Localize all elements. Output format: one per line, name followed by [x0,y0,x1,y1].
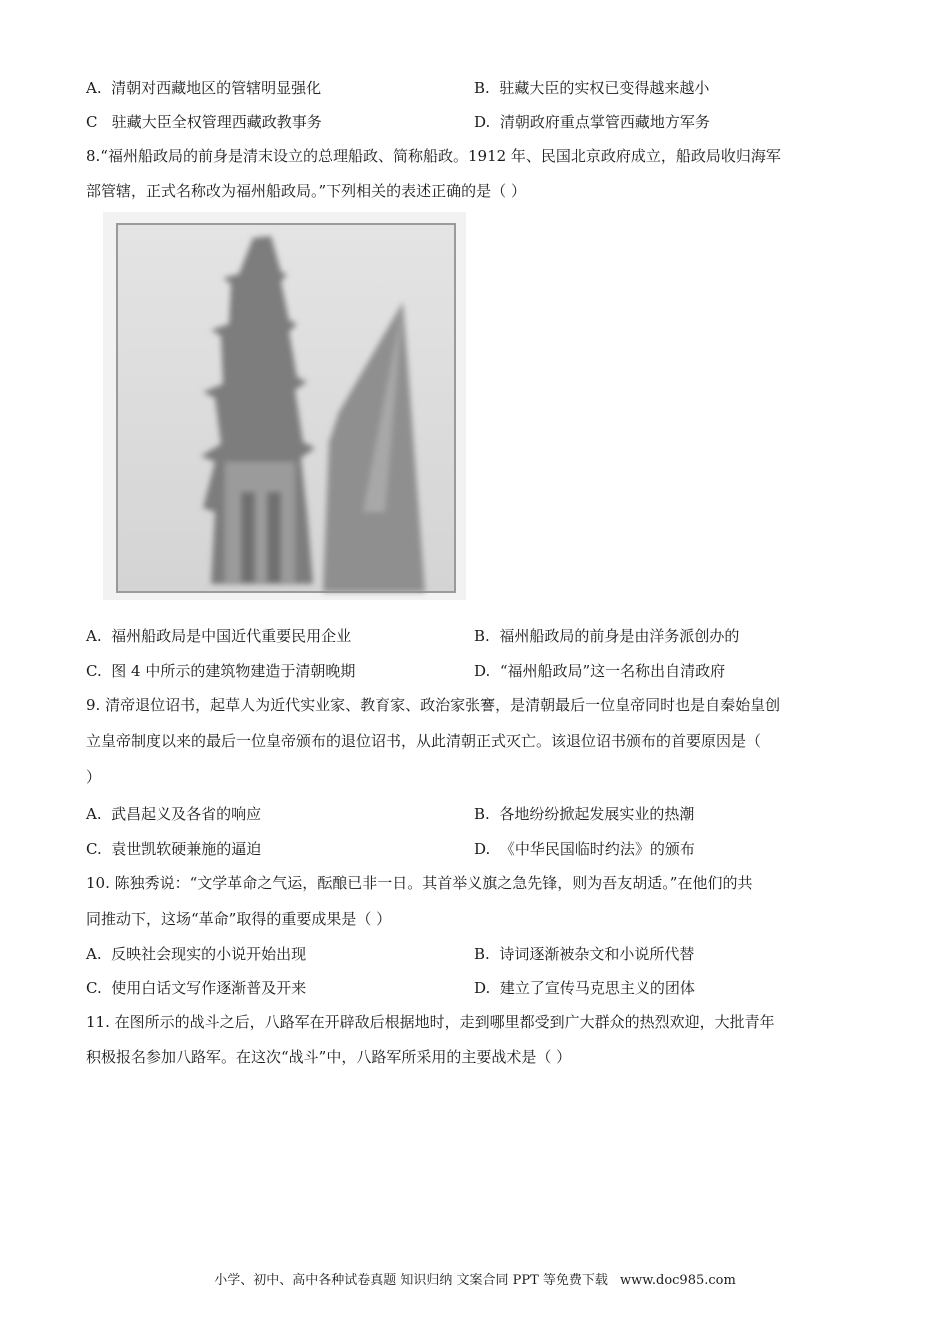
option-letter: C. [86,979,102,997]
q9-option-a [86,804,261,824]
q8-option-c [86,661,355,681]
q11-stem-line-1: 11. 在图所示的战斗之后，八路军在开辟敌后根据地时，走到哪里都受到广大群众的热烈欢迎，大批青年 [86,1013,775,1031]
option-letter: C. [86,662,102,680]
option-text: 驻藏大臣全权管理西藏政教事务 [111,113,322,131]
q9-stem-line-3: ） [86,768,102,786]
q9-option-c [86,839,261,859]
footer-text: 小学、初中、高中各种试卷真题 知识归纳 文案合同 PPT 等免费下载 [214,1273,608,1288]
option-letter: A. [86,805,102,823]
option-letter: D. [474,979,491,997]
q7-option-d [474,112,710,132]
figure-4-photo [103,212,466,600]
q10-option-c [86,978,306,998]
option-text: 诗词逐渐被杂文和小说所代替 [499,945,695,963]
q8-option-d [474,661,725,681]
option-letter: D. [474,840,491,858]
q9-option-d [474,839,695,859]
option-letter: D. [474,662,491,680]
option-text: 清朝政府重点掌管西藏地方军务 [499,113,710,131]
page-footer [0,1269,950,1288]
q8-stem-line-2: 部管辖，正式名称改为福州船政局。”下列相关的表述正确的是（ ） [86,182,526,200]
q8-stem-line-1: 8.“福州船政局的前身是清末设立的总理船政、简称船政。1912 年、民国北京政府成立，船政局收归海军 [86,147,781,165]
option-text: 驻藏大臣的实权已变得越来越小 [499,79,710,97]
q10-stem-line-2: 同推动下，这场“革命”取得的重要成果是（ ） [86,910,392,928]
option-text: 图 4 中所示的建筑物建造于清朝晚期 [111,662,356,680]
footer-url[interactable]: www.doc985.com [620,1273,736,1288]
q7-option-b [474,78,709,98]
option-text: 建立了宣传马克思主义的团体 [499,979,695,997]
option-text: 《中华民国临时约法》的颁布 [499,840,695,858]
option-letter: D. [474,113,491,131]
q11-stem-line-2: 积极报名参加八路军。在这次“战斗”中，八路军所采用的主要战术是（ ） [86,1048,572,1066]
option-letter: B. [474,805,490,823]
q9-stem-line-1: 9. 清帝退位诏书，起草人为近代实业家、教育家、政治家张謇，是清朝最后一位皇帝同时也是自秦始皇创 [86,696,781,714]
option-letter: C [86,113,98,131]
option-letter: B. [474,79,490,97]
q7-option-c [86,112,322,132]
option-text: 各地纷纷掀起发展实业的热潮 [499,805,695,823]
q8-option-a [86,626,351,646]
option-text: 清朝对西藏地区的管辖明显强化 [111,79,322,97]
q9-option-b [474,804,694,824]
option-text: 福州船政局是中国近代重要民用企业 [111,627,352,645]
q10-stem-line-1: 10. 陈独秀说：“文学革命之气运，酝酿已非一日。其首举义旗之急先锋，则为吾友胡适。”在他们的共 [86,874,753,892]
option-letter: B. [474,627,490,645]
q10-option-d [474,978,695,998]
q9-stem-line-2: 立皇帝制度以来的最后一位皇帝颁布的退位诏书，从此清朝正式灭亡。该退位诏书颁布的首要原因是（ [86,732,762,750]
option-letter: A. [86,627,102,645]
option-text: 福州船政局的前身是由洋务派创办的 [499,627,740,645]
q7-option-a [86,78,321,98]
option-text: “福州船政局”这一名称出自清政府 [499,662,726,680]
option-text: 反映社会现实的小说开始出现 [111,945,307,963]
option-text: 武昌起义及各省的响应 [111,805,262,823]
q10-option-b [474,944,694,964]
option-text: 袁世凯软硬兼施的逼迫 [111,840,262,858]
option-letter: A. [86,945,102,963]
option-letter: C. [86,840,102,858]
option-letter: A. [86,79,102,97]
option-letter: B. [474,945,490,963]
option-text: 使用白话文写作逐渐普及开来 [111,979,307,997]
q8-option-b [474,626,739,646]
q10-option-a [86,944,306,964]
